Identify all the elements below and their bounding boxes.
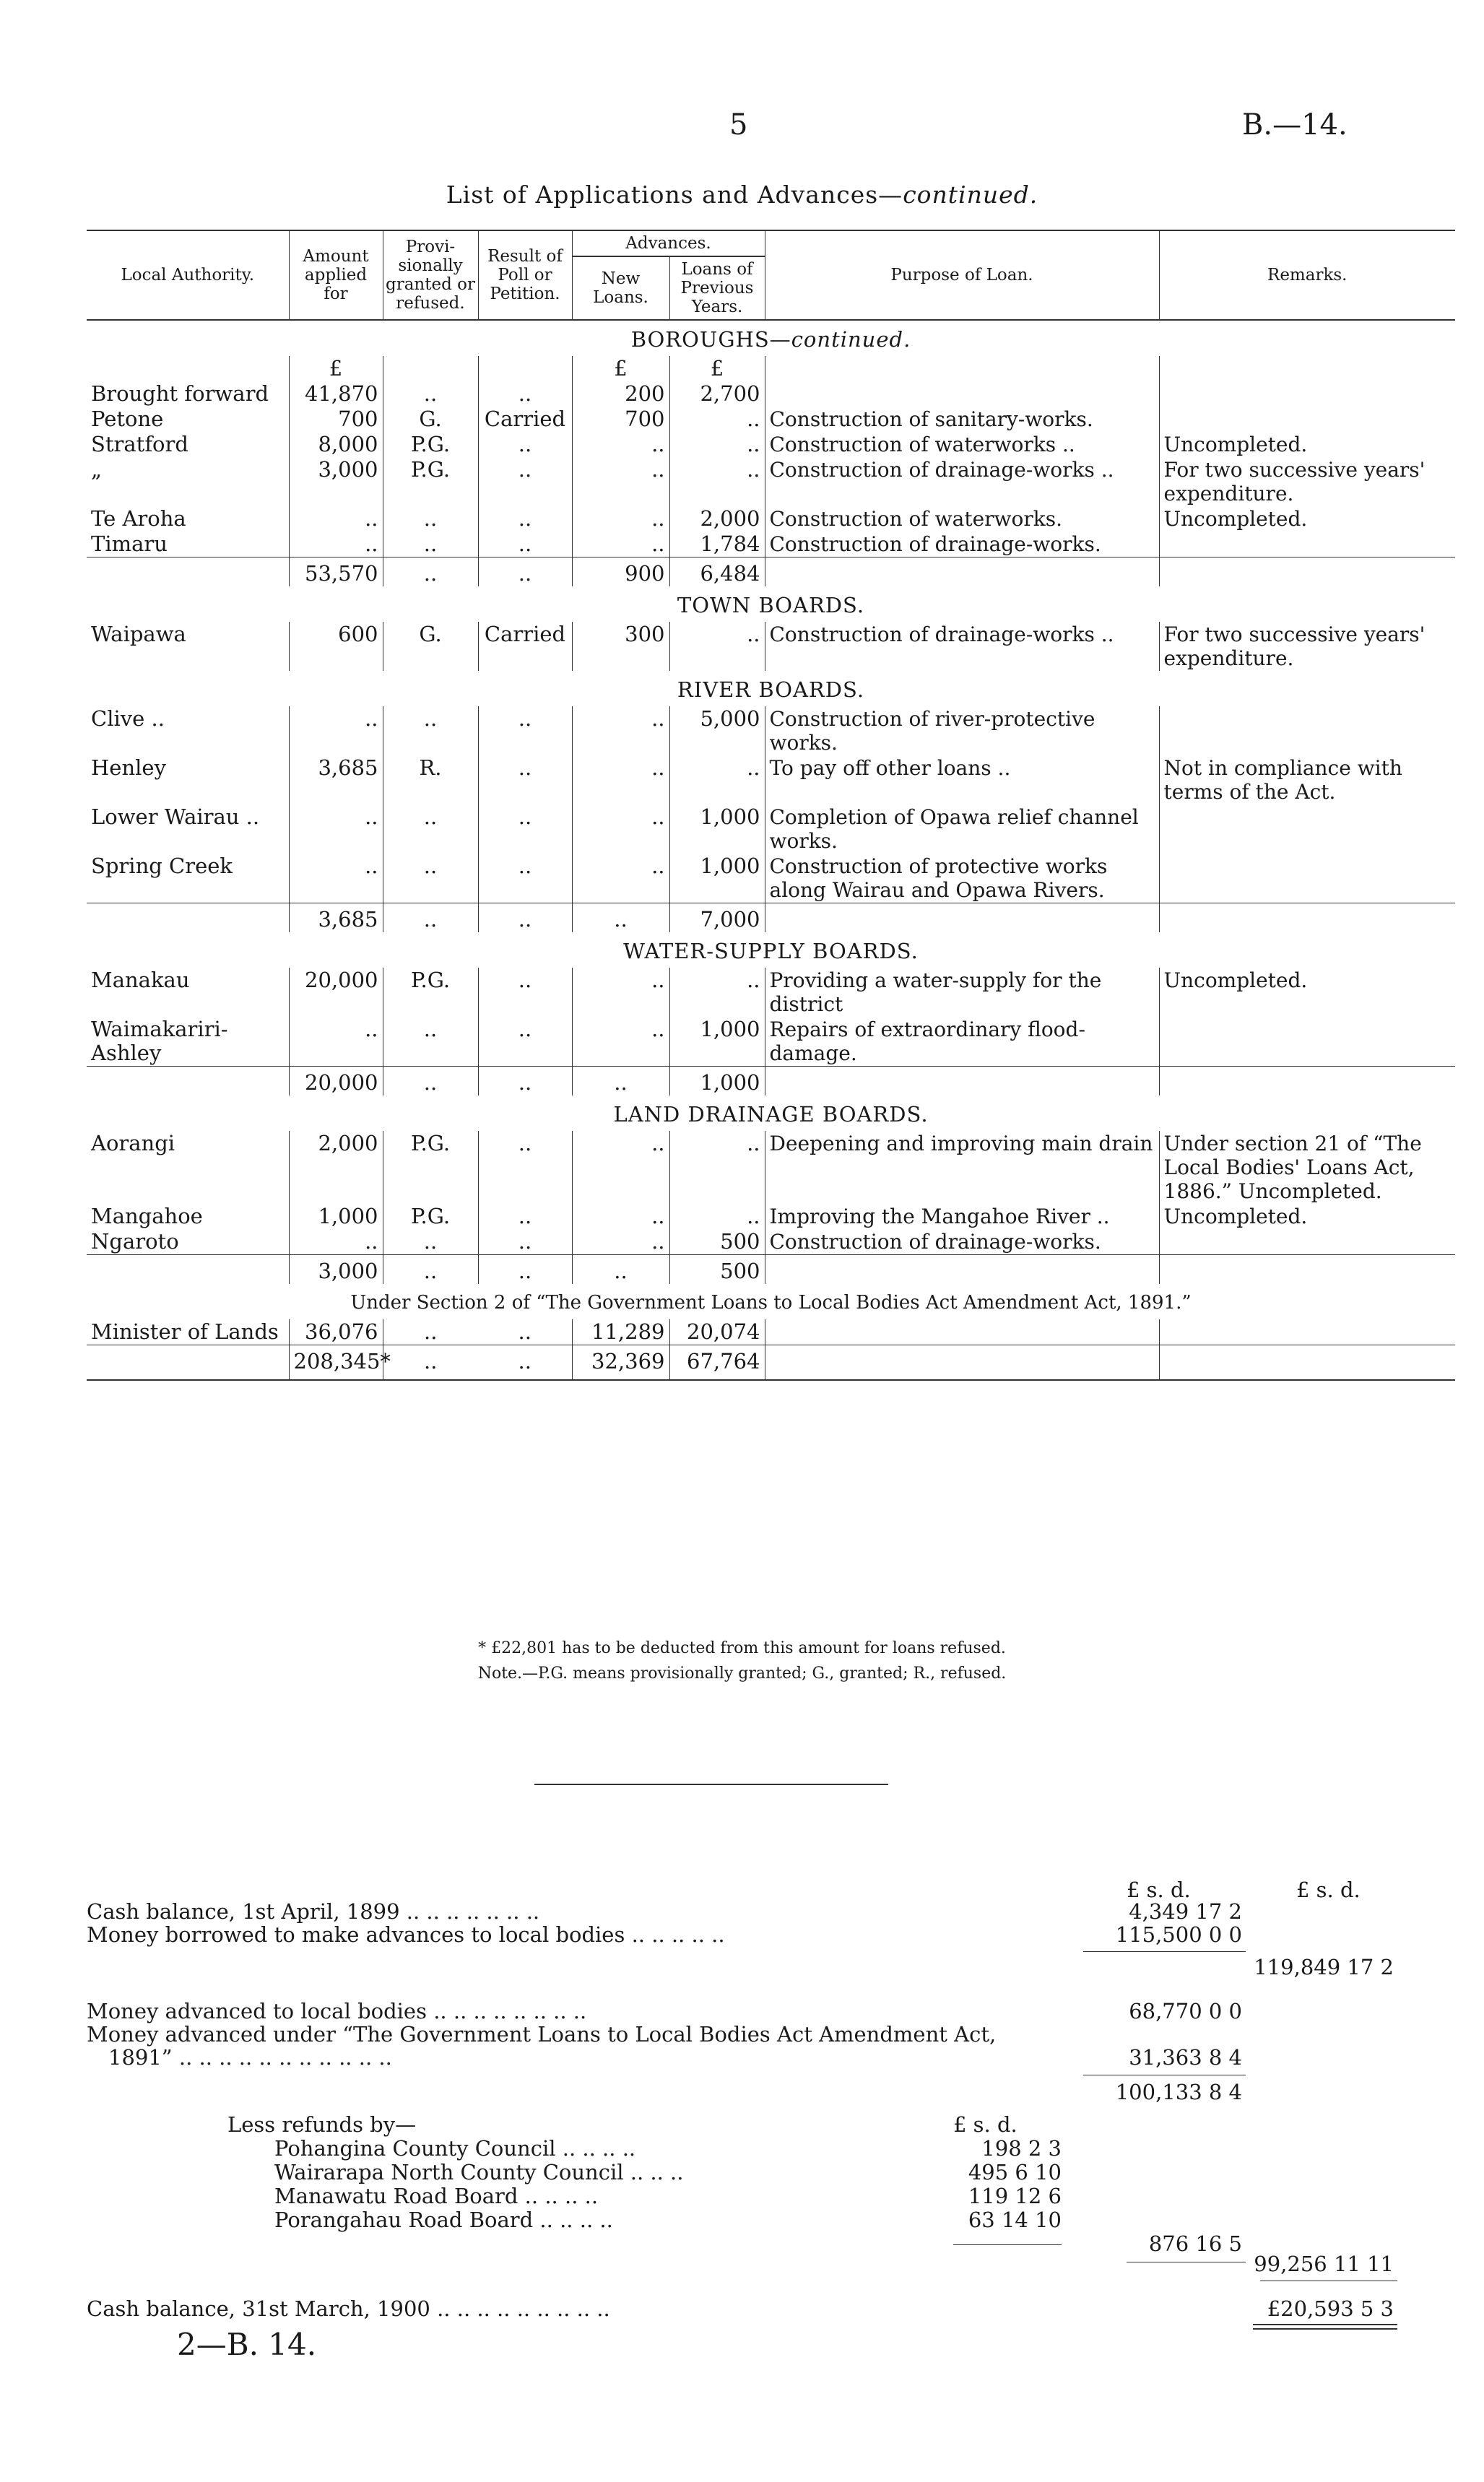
total-prov: .. [383,1067,478,1096]
amount-cell: .. [289,804,383,854]
prov-cell: .. [383,706,478,755]
grand-total-amount: 208,345* [289,1345,383,1381]
result-cell: .. [478,1319,572,1345]
remarks-cell [1159,1017,1455,1067]
total-new: .. [572,903,669,933]
double-rule-bottom [1253,2328,1397,2330]
title-italic: continued. [903,181,1038,209]
new-cell: .. [572,706,669,755]
amount-cell: .. [289,531,383,557]
title-main: List of Applications and Advances— [446,181,903,209]
authority-cell: Aorangi [87,1131,289,1204]
money-advanced-amount: 68,770 0 0 [1129,1999,1242,2023]
prov-cell: .. [383,804,478,854]
section2-heading: Under Section 2 of “The Government Loans to Local Bodies Act Amendment Act, 1891.” [350,1292,1192,1314]
currency-prev: £ [669,356,765,381]
town-boards-heading: TOWN BOARDS. [677,593,865,617]
refund-amount: 198 2 3 [981,2136,1062,2161]
prov-cell: P.G. [383,432,478,457]
remarks-cell [1159,531,1455,557]
refunds-header: £ s. d. [953,2112,1017,2137]
new-cell: 300 [572,622,669,671]
authority-cell: Manakau [87,968,289,1017]
amount-cell: 20,000 [289,968,383,1017]
new-cell: .. [572,968,669,1017]
table-row [87,968,1455,1017]
new-cell: 700 [572,407,669,432]
money-borrowed-amount: 115,500 0 0 [1115,1922,1242,1947]
remarks-cell [1159,854,1455,903]
divider [1083,1951,1246,1952]
table-header [87,230,1455,256]
purpose-cell: Construction of drainage-works .. [765,622,1159,671]
result-cell: .. [478,506,572,531]
authority-cell: Brought forward [87,381,289,407]
prov-cell: P.G. [383,968,478,1017]
prov-cell: P.G. [383,457,478,506]
total-result: .. [478,1067,572,1096]
table-row [87,1131,1455,1204]
new-cell: .. [572,1131,669,1204]
total-prov: .. [383,903,478,933]
cash-balance-close-label: Cash balance, 31st March, 1900 .. .. .. .. .. .. .. .. .. [87,2296,610,2321]
remarks-cell [1159,804,1455,854]
new-cell: 11,289 [572,1319,669,1345]
purpose-cell [765,381,1159,407]
new-cell: .. [572,804,669,854]
purpose-cell: Completion of Opawa relief channel works. [765,804,1159,854]
prev-cell: .. [669,622,765,671]
amount-cell: 600 [289,622,383,671]
new-cell: .. [572,1204,669,1229]
purpose-cell: Construction of sanitary-works. [765,407,1159,432]
table-row [87,804,1455,854]
authority-cell: Clive .. [87,706,289,755]
authority-cell: Timaru [87,531,289,557]
divider [534,1784,888,1785]
total-prev: 7,000 [669,903,765,933]
amount-cell: .. [289,854,383,903]
result-cell: .. [478,968,572,1017]
purpose-cell: Construction of waterworks. [765,506,1159,531]
table-row [87,457,1455,506]
section-heading-river-boards [87,671,1455,706]
total-in-amount: 119,849 17 2 [1254,1955,1394,1979]
remarks-cell [1159,706,1455,755]
page-reference: B.—14. [1242,108,1348,142]
prov-cell: P.G. [383,1204,478,1229]
prev-cell: .. [669,407,765,432]
land-drainage-heading: LAND DRAINAGE BOARDS. [613,1102,929,1127]
table-row [87,432,1455,457]
amount-cell: 700 [289,407,383,432]
refund-name: Pohangina County Council .. .. .. .. [274,2136,636,2161]
subtotal-amount: 100,133 8 4 [1115,2080,1242,2104]
refund-amount: 119 12 6 [968,2184,1062,2208]
money-advanced-act-line2: 1891” .. .. .. .. .. .. .. .. .. .. .. [108,2045,392,2070]
amount-cell: .. [289,706,383,755]
amount-cell: 41,870 [289,381,383,407]
page-title [0,181,1484,209]
prev-cell: .. [669,755,765,804]
table-row [87,854,1455,903]
section-heading-section2 [87,1284,1455,1319]
new-cell: .. [572,1017,669,1067]
prev-cell: .. [669,1204,765,1229]
prev-cell: .. [669,1131,765,1204]
refund-name: Porangahau Road Board .. .. .. .. [274,2208,613,2232]
boroughs-heading: BOROUGHS— [630,327,791,352]
prev-cell: 2,000 [669,506,765,531]
authority-cell: Lower Wairau .. [87,804,289,854]
section-heading-boroughs [87,320,1455,356]
result-cell: .. [478,1204,572,1229]
col-remarks: Remarks. [1159,230,1455,320]
total-prev: 1,000 [669,1067,765,1096]
total-new: .. [572,1255,669,1285]
authority-cell: Henley [87,755,289,804]
total-amount: 3,000 [289,1255,383,1285]
prov-cell: R. [383,755,478,804]
table-row [87,531,1455,557]
prev-cell: .. [669,432,765,457]
new-cell: .. [572,506,669,531]
col-local-authority: Local Authority. [87,230,289,320]
cash-header-right: £ s. d. [1296,1878,1361,1902]
prev-cell: 1,784 [669,531,765,557]
signature-mark: 2—B. 14. [177,2327,317,2362]
prev-cell: 2,700 [669,381,765,407]
authority-cell: Ngaroto [87,1229,289,1255]
table-row [87,706,1455,755]
remarks-cell: Uncompleted. [1163,968,1308,992]
section-heading-land-drainage [87,1095,1455,1131]
refund-total-amount: 876 16 5 [1148,2231,1242,2256]
cash-balance-close-amount: £20,593 5 3 [1267,2296,1394,2321]
grand-total-prev: 67,764 [669,1345,765,1381]
authority-cell: Waipawa [87,622,289,671]
authority-cell: Mangahoe [87,1204,289,1229]
total-out-amount: 99,256 11 11 [1254,2252,1394,2276]
cash-balance-open-amount: 4,349 17 2 [1129,1899,1242,1924]
money-advanced-label: Money advanced to local bodies .. .. .. .. .. .. .. .. [87,1999,587,2023]
refund-name: Wairarapa North County Council .. .. .. [274,2160,684,2184]
table-row [87,506,1455,531]
refund-amount: 495 6 10 [968,2160,1062,2184]
divider [953,2244,1062,2245]
result-cell: .. [478,432,572,457]
result-cell: Carried [478,407,572,432]
col-purpose: Purpose of Loan. [765,230,1159,320]
total-result: .. [478,903,572,933]
total-row-land-drainage [87,1255,1455,1285]
remarks-cell [1159,381,1455,407]
prov-cell: .. [383,381,478,407]
new-cell: .. [572,1229,669,1255]
prov-cell: .. [383,854,478,903]
currency-amount: £ [289,356,383,381]
table-row [87,1204,1455,1229]
remarks-cell: For two successive years' expenditure. [1163,622,1426,670]
prov-cell: .. [424,1319,438,1344]
table-row [87,1017,1455,1067]
result-cell: .. [478,1229,572,1255]
remarks-cell: Under section 21 of “The Local Bodies' Loans Act, 1886.” Uncompleted. [1163,1132,1422,1203]
total-prev: 6,484 [669,557,765,587]
total-amount: 53,570 [289,557,383,587]
remarks-cell [1159,407,1455,432]
currency-new: £ [572,356,669,381]
total-amount: 3,685 [289,903,383,933]
prev-cell: 5,000 [669,706,765,755]
purpose-cell: Construction of waterworks .. [765,432,1159,457]
authority-cell: Stratford [87,432,289,457]
total-result: .. [478,1255,572,1285]
purpose-cell: Construction of river-protective works. [765,706,1159,755]
col-amount-applied: Amount applied for [289,230,383,320]
currency-row [87,356,1455,381]
prev-cell: 1,000 [669,804,765,854]
total-amount: 20,000 [289,1067,383,1096]
amount-cell: 36,076 [289,1319,383,1345]
authority-cell: Waimakariri-Ashley [87,1017,289,1067]
prov-cell: P.G. [383,1131,478,1204]
money-advanced-act-amount: 31,363 8 4 [1129,2045,1242,2070]
total-prov: .. [383,557,478,587]
authority-cell: Minister of Lands [87,1319,289,1345]
amount-cell: 1,000 [289,1204,383,1229]
new-cell: .. [572,854,669,903]
refund-name: Manawatu Road Board .. .. .. .. [274,2184,599,2208]
remarks-cell: Uncompleted. [1163,1205,1308,1228]
new-cell: .. [572,432,669,457]
grand-total-result: .. [478,1345,572,1381]
total-prov: .. [383,1255,478,1285]
table-row [87,381,1455,407]
result-cell: .. [478,804,572,854]
footnote-asterisk: * £22,801 has to be deducted from this amount for loans refused. [478,1639,1006,1657]
purpose-cell: Construction of protective works along Wairau and Opawa Rivers. [765,854,1159,903]
purpose-cell: Construction of drainage-works. [765,1229,1159,1255]
remarks-cell [1159,1229,1455,1255]
total-result: .. [478,557,572,587]
amount-cell: .. [289,506,383,531]
authority-cell: „ [87,457,289,506]
total-prev: 500 [669,1255,765,1285]
grand-total-prov: .. [383,1345,478,1381]
cash-header-mid: £ s. d. [1127,1878,1191,1902]
result-cell: .. [478,531,572,557]
authority-cell: Te Aroha [87,506,289,531]
grand-total-row [87,1345,1455,1381]
purpose-cell: Improving the Mangahoe River .. [765,1204,1159,1229]
col-result-poll: Result of Poll or Petition. [478,230,572,320]
result-cell: .. [478,755,572,804]
remarks-cell: For two successive years' expenditure. [1163,458,1426,505]
prov-cell: .. [383,1017,478,1067]
amount-cell: .. [289,1017,383,1067]
prev-cell: 1,000 [669,1017,765,1067]
amount-cell: 2,000 [289,1131,383,1204]
amount-cell: 3,685 [289,755,383,804]
prov-cell: .. [383,1229,478,1255]
double-rule-top [1253,2324,1397,2325]
prev-cell: .. [669,968,765,1017]
total-new: 900 [572,557,669,587]
footnote-note: Note.—P.G. means provisionally granted; G., granted; R., refused. [477,1665,1007,1683]
table-row [87,755,1455,804]
table-row [87,407,1455,432]
section-heading-water-supply [87,932,1455,968]
total-row-boroughs [87,557,1455,587]
new-cell: .. [572,755,669,804]
purpose-cell: Providing a water-supply for the district [765,968,1159,1017]
table-row [87,1229,1455,1255]
result-cell: Carried [478,622,572,671]
table-row [87,1319,1455,1345]
col-new-loans: New Loans. [572,256,669,320]
purpose-cell: Deepening and improving main drain [765,1131,1159,1204]
money-borrowed-label: Money borrowed to make advances to local bodies .. .. .. .. .. [87,1922,725,1947]
new-cell: 200 [572,381,669,407]
boroughs-heading-italic: continued. [791,327,911,352]
prev-cell: 20,074 [669,1319,765,1345]
total-new: .. [572,1067,669,1096]
new-cell: .. [572,531,669,557]
prev-cell: 500 [669,1229,765,1255]
prov-cell: G. [383,622,478,671]
section-heading-town-boards [87,586,1455,622]
result-cell: .. [478,854,572,903]
page-number: 5 [729,108,748,142]
purpose-cell: Construction of drainage-works. [765,531,1159,557]
col-loans-previous: Loans of Previous Years. [669,256,765,320]
purpose-cell: Construction of drainage-works .. [765,457,1159,506]
col-advances: Advances. [572,230,765,256]
result-cell: .. [478,706,572,755]
result-cell: .. [478,381,572,407]
refund-amount: 63 14 10 [968,2208,1062,2232]
authority-cell: Spring Creek [87,854,289,903]
prov-cell: .. [383,531,478,557]
river-boards-heading: RIVER BOARDS. [677,677,865,702]
amount-cell: 8,000 [289,432,383,457]
money-advanced-act-line1: Money advanced under “The Government Loans to Local Bodies Act Amendment Act, [87,2022,997,2047]
grand-total-new: 32,369 [572,1345,669,1381]
prov-cell: .. [383,506,478,531]
result-cell: .. [478,1017,572,1067]
total-row-river-boards [87,903,1455,933]
new-cell: .. [572,457,669,506]
authority-cell: Petone [87,407,289,432]
remarks-cell: Uncompleted. [1163,507,1308,531]
col-provisionally: Provi- sionally granted or refused. [383,230,478,320]
less-refunds-label: Less refunds by— [227,2112,417,2137]
cash-balance-open-label: Cash balance, 1st April, 1899 .. .. .. .. .. .. .. [87,1899,540,1924]
applications-table [87,230,1455,1382]
amount-cell: .. [289,1229,383,1255]
remarks-cell: Not in compliance with terms of the Act. [1163,756,1402,804]
remarks-cell: Uncompleted. [1163,433,1308,456]
prov-cell: G. [383,407,478,432]
table-row [87,622,1455,671]
total-row-water-supply [87,1067,1455,1096]
result-cell: .. [478,457,572,506]
prev-cell: 1,000 [669,854,765,903]
result-cell: .. [478,1131,572,1204]
purpose-cell: Repairs of extraordinary flood-damage. [765,1017,1159,1067]
water-supply-heading: WATER-SUPPLY BOARDS. [623,939,919,963]
prev-cell: .. [669,457,765,506]
amount-cell: 3,000 [289,457,383,506]
purpose-cell: To pay off other loans .. [765,755,1159,804]
